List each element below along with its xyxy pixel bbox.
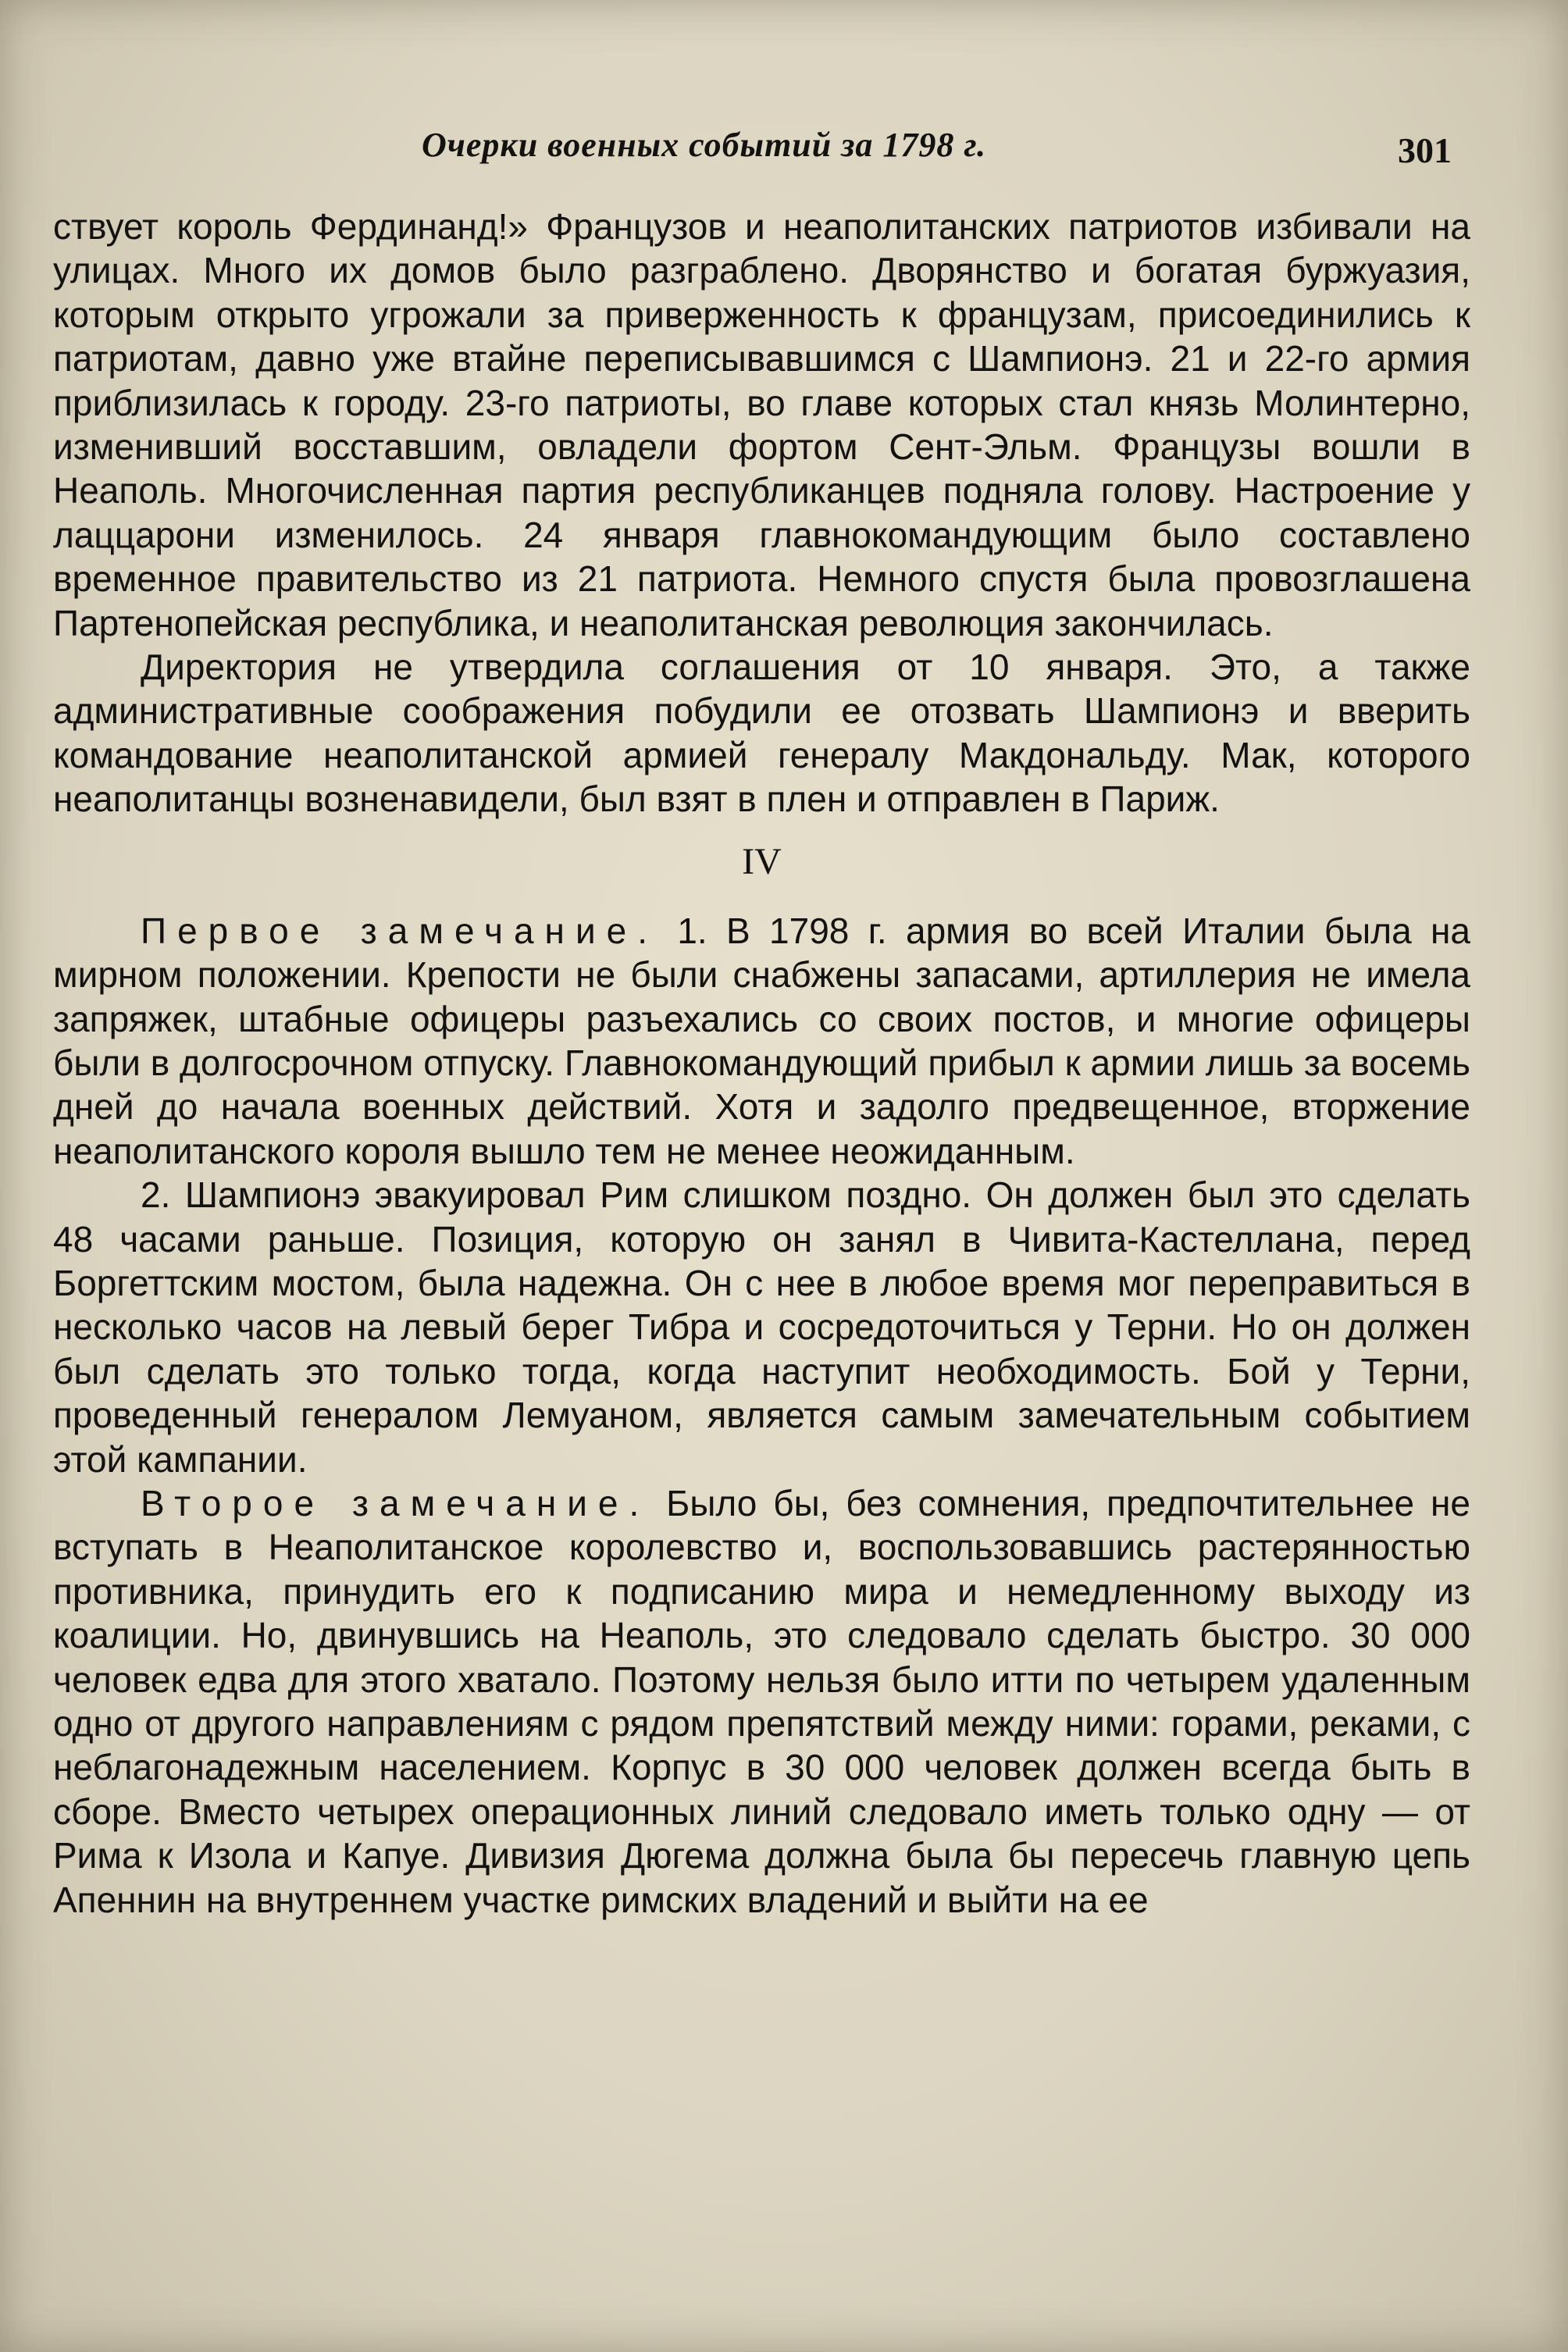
paragraph-directory: Директория не утвердила соглашения от 10 января. Это, а также административные соображения побудили ее отозвать Шампионэ и вверить командование неаполитанской армией генералу Макдональду. Мак, которого неаполитанцы возненавидели, был взят в плен и отправлен в Париж. — [53, 647, 1470, 820]
section-heading: IV — [742, 840, 782, 882]
second-remark-text: Было бы, без сомнения, предпочтительнее не вступать в Неаполитанское королевство и, воспользовавшись растерянностью противника, принудить его к подписанию мира и немедленному выходу из коалиции. Но, двинувшись на Неаполь, это следовало сделать быстро. 30 000 человек едва для этого хватало. Поэтому нельзя было итти по четырем удаленным одно от другого направлениям с рядом препятствий между ними: горами, реками, с неблагонадежным населением. Корпус в 30 000 человек должен всегда быть в сборе. Вместо четырех операционных линий следовало иметь только одну — от Рима к Изола и Капуе. Дивизия Дюгема должна была бы пересечь главную цепь Апеннин на внутреннем участке римских владений и выйти на ее — [53, 1482, 1470, 1920]
running-head — [0, 125, 1568, 180]
body-text — [53, 205, 1470, 1922]
paragraph-first-remark — [53, 909, 1470, 1173]
paragraph-item-2: 2. Шампионэ эвакуировал Рим слишком поздно. Он должен был это сделать 48 часами раньше. Позиция, которую он занял в Чивита-Кастеллана, перед Боргеттским мостом, была надежна. Он с нее в любое время мог переправиться в несколько часов на левый берег Тибра и сосредоточиться у Терни. Но он должен был сделать это только тогда, когда наступит необходимость. Бой у Терни, проведенный генералом Лемуаном, является самым замечательным событием этой кампании. — [53, 1174, 1470, 1480]
paragraph-second-remark — [53, 1481, 1470, 1922]
first-remark-text: 1. В 1798 г. армия во всей Италии была на мирном положении. Крепости не были снабжены запасами, артиллерия не имела запряжек, штабные офицеры разъехались со своих постов, и многие офицеры были в долгосрочном отпуску. Главнокомандующий прибыл к армии лишь за восемь дней до начала военных действий. Хотя и задолго предвещенное, вторжение неаполитанского короля вышло тем не менее неожиданным. — [53, 910, 1470, 1171]
page-number: 301 — [1398, 130, 1452, 170]
paragraph-continuation: ствует король Фердинанд!» Французов и неаполитанских патриотов избивали на улицах. Много их домов было разграблено. Дворянство и богатая буржуазия, которым открыто угрожали за приверженность к французам, присоединились к патриотам, давно уже втайне переписывавшимся с Шампионэ. 21 и 22-го армия приблизилась к городу. 23-го патриоты, во главе которых стал князь Молинтерно, изменивший восставшим, овладели фортом Сент-Эльм. Французы вошли в Неаполь. Многочисленная партия республиканцев подняла голову. Настроение у лаццарони изменилось. 24 января главнокомандующим было составлено временное правительство из 21 патриота. Немного спустя была провозглашена Партенопейская республика, и неаполитанская революция закончилась. — [53, 206, 1470, 643]
second-remark-label: Второе замечание. — [141, 1482, 650, 1523]
first-remark-label: Первое замечание. — [141, 910, 659, 951]
running-head-title: Очерки военных событий за 1798 г. — [422, 126, 987, 164]
